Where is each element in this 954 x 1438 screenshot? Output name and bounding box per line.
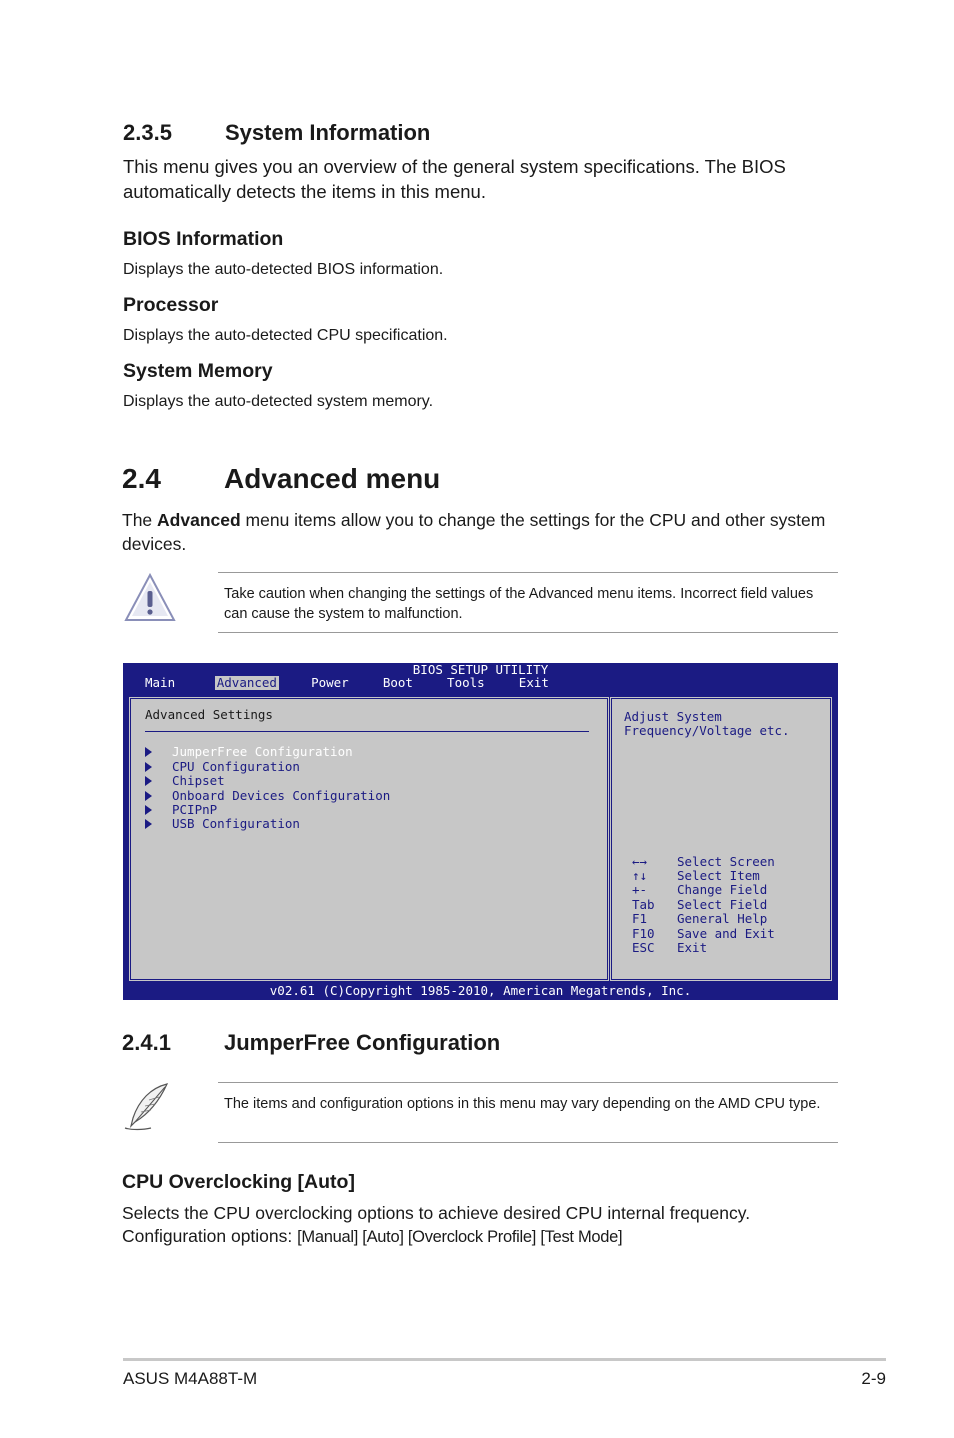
bios-help-text: Frequency/Voltage etc.	[624, 723, 790, 738]
note-feather-icon	[121, 1082, 173, 1132]
key-label: +-	[632, 882, 648, 897]
advanced-intro	[122, 508, 834, 556]
item-desc: Displays the auto-detected system memory.	[123, 393, 434, 410]
item-desc: Displays the auto-detected BIOS information.	[123, 261, 444, 278]
section-2-4-1-heading	[122, 1030, 500, 1056]
bios-item-label: Chipset	[172, 773, 225, 788]
intro-bold: Advanced	[157, 510, 241, 530]
bios-menu-tools[interactable]: Tools	[447, 675, 485, 690]
key-label: Tab	[632, 897, 655, 912]
section-2-3-5-heading	[123, 120, 430, 146]
key-action: Save and Exit	[677, 926, 775, 941]
section-number: 2.4	[122, 463, 161, 494]
bios-copyright: v02.61 (C)Copyright 1985-2010, American Megatrends, Inc.	[269, 983, 692, 998]
bios-menu-item[interactable]	[145, 774, 225, 789]
bios-item-label: CPU Configuration	[172, 759, 300, 774]
item-heading: Processor	[123, 294, 219, 316]
key-action: Change Field	[677, 882, 768, 897]
section-title: Advanced menu	[224, 463, 441, 494]
bios-item-label: JumperFree Configuration	[172, 744, 353, 759]
bios-title: BIOS SETUP UTILITY	[412, 662, 549, 677]
config-options-line	[122, 1225, 834, 1249]
submenu-arrow-icon	[145, 776, 152, 786]
submenu-arrow-icon	[145, 805, 152, 815]
bios-menu-boot[interactable]: Boot	[382, 675, 413, 690]
section-intro: This menu gives you an overview of the general system specifications. The BIOS automatically detects the items in this menu.	[123, 156, 786, 202]
divider	[218, 1142, 838, 1143]
section-number: 2.3.5	[123, 120, 172, 145]
bios-separator	[145, 731, 589, 732]
submenu-arrow-icon	[145, 762, 152, 772]
footer-page-number: 2-9	[861, 1369, 886, 1388]
key-label: F10	[632, 926, 655, 941]
caution-text: Take caution when changing the settings of the Advanced menu items. Incorrect field values can cause the system to malfunction.	[224, 586, 814, 622]
bios-key-row	[632, 912, 767, 927]
bios-help-text: Adjust System	[624, 709, 722, 724]
item-desc	[122, 1202, 834, 1249]
bios-item-label: PCIPnP	[172, 802, 218, 817]
item-heading: CPU Overclocking [Auto]	[122, 1171, 355, 1193]
bios-item-label: Onboard Devices Configuration	[172, 788, 391, 803]
bios-menu-power[interactable]: Power	[311, 675, 349, 690]
bios-key-row	[632, 883, 767, 898]
submenu-arrow-icon	[145, 747, 152, 757]
bios-menubar	[143, 676, 551, 690]
bios-menu-exit[interactable]: Exit	[518, 675, 549, 690]
section-title: System Information	[225, 120, 431, 145]
bios-settings-pane	[128, 696, 610, 982]
warning-icon	[123, 572, 177, 624]
bios-help-pane	[609, 696, 833, 982]
intro-text: menu items allow you to change the settings for the CPU and other system devices.	[122, 510, 826, 554]
item-heading: BIOS Information	[123, 228, 284, 250]
bios-screen	[123, 663, 838, 1000]
arrows-ud-icon: ↑↓	[632, 868, 648, 883]
note-text: The items and configuration options in this menu may vary depending on the AMD CPU type.	[224, 1096, 821, 1112]
section-number: 2.4.1	[122, 1030, 171, 1055]
divider	[218, 1082, 838, 1083]
section-2-4-heading	[122, 463, 440, 495]
footer-rule	[123, 1358, 886, 1361]
config-label: Configuration options:	[122, 1226, 298, 1246]
item-desc: Displays the auto-detected CPU specification.	[123, 327, 448, 344]
item-heading: System Memory	[123, 360, 273, 382]
submenu-arrow-icon	[145, 791, 152, 801]
submenu-arrow-icon	[145, 819, 152, 829]
arrows-lr-icon: ←→	[632, 854, 648, 869]
item-desc-line: Selects the CPU overclocking options to achieve desired CPU internal frequency.	[122, 1203, 751, 1223]
divider	[218, 632, 838, 633]
key-action: General Help	[677, 911, 768, 926]
intro-text: The	[122, 510, 158, 530]
bios-panel-title: Advanced Settings	[145, 707, 273, 722]
divider	[218, 572, 838, 573]
key-action: Select Item	[677, 868, 760, 883]
key-action: Exit	[677, 940, 708, 955]
bios-item-label: USB Configuration	[172, 816, 300, 831]
bios-key-row	[632, 941, 707, 956]
bios-menu-item[interactable]	[145, 817, 300, 832]
key-label: ESC	[632, 940, 655, 955]
section-title: JumperFree Configuration	[224, 1030, 501, 1055]
key-label: F1	[632, 911, 648, 926]
config-options: [Manual] [Auto] [Overclock Profile] [Test Mode]	[297, 1228, 623, 1246]
bios-menu-advanced[interactable]: Advanced	[216, 675, 277, 690]
bios-menu-main[interactable]: Main	[145, 675, 176, 690]
footer-model: ASUS M4A88T-M	[123, 1369, 258, 1388]
bios-menu-item[interactable]	[145, 745, 353, 760]
key-action: Select Field	[677, 897, 768, 912]
key-action: Select Screen	[677, 854, 775, 869]
